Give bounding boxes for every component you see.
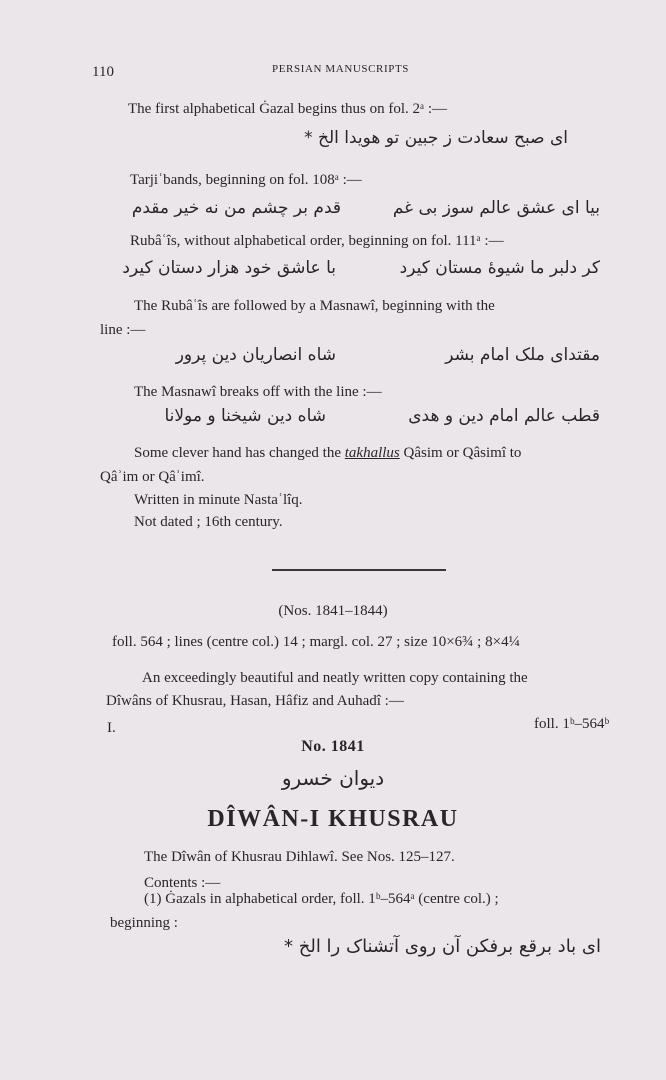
rubai-persian-first: کر دلبر ما شیوهٔ مستان کیرد [399, 258, 600, 278]
masnawi-persian-second: شاه انصاریان دین پرور [175, 345, 336, 365]
description-line-1: An exceedingly beautiful and neatly written copy containing the [142, 670, 528, 686]
tarjiband-persian-first: بیا ای عشق عالم سوز بی غم [392, 198, 600, 218]
masnawi-intro-line-2: line :— [100, 322, 146, 338]
takhallus-term: takhallus [344, 445, 400, 461]
diwan-description: The Dîwân of Khusrau Dihlawî. See Nos. 125–127. [144, 849, 455, 865]
masnawi-intro-line-1: The Rubâʿîs are followed by a Masnawî, beginning with the [134, 298, 495, 314]
contents-label: Contents :— [144, 875, 221, 891]
masnawi-persian-first: مقتدای ملک امام بشر [445, 345, 600, 365]
gazal-persian: ای صبح سعادت ز جبین تو هویدا الخ * [304, 128, 568, 148]
clever-hand-text-b: Qâsim or Qâsimî to [399, 445, 522, 461]
breaks-persian-second: شاه دین شیخنا و مولانا [164, 406, 326, 426]
folio-details: foll. 564 ; lines (centre col.) 14 ; margl. col. 27 ; size 10×6¾ ; 8×4¼ [112, 634, 520, 650]
clever-hand-line-1 [134, 445, 521, 462]
nos-range: (Nos. 1841–1844) [278, 603, 388, 619]
gazals-line-2: beginning : [110, 915, 178, 931]
date-note: Not dated ; 16th century. [134, 514, 283, 530]
rubai-persian-second: با عاشق خود هزار دستان کیرد [122, 258, 336, 278]
description-line-2: Dîwâns of Khusrau, Hasan, Hâfiz and Auhadî :— [106, 693, 404, 709]
tarjiband-intro: Tarjiʿbands, beginning on fol. 108ᵃ :— [130, 172, 362, 188]
title-main: DÎWÂN-I KHUSRAU [207, 806, 459, 832]
gazals-line-1: (1) Ġazals in alphabetical order, foll. 1ᵇ–564ᵃ (centre col.) ; [144, 891, 499, 907]
gazal-intro: The first alphabetical Ġazal begins thus on fol. 2ᵃ :— [128, 101, 448, 117]
clever-hand-line-2: Qâʾim or Qâʾimî. [100, 469, 205, 485]
tarjiband-persian-second: قدم بر چشم من نه خیر مقدم [131, 198, 341, 218]
rubai-intro: Rubâʿîs, without alphabetical order, beginning on fol. 111ᵃ :— [130, 233, 504, 249]
breaks-persian-first: قطب عالم امام دین و هدی [408, 406, 600, 426]
title-persian: دیوان خسرو [281, 766, 385, 790]
script-note: Written in minute Nastaʿlîq. [134, 492, 303, 508]
running-head: PERSIAN MANUSCRIPTS [272, 63, 410, 75]
folio-range: foll. 1ᵇ–564ᵇ [534, 716, 610, 732]
manuscript-number: No. 1841 [301, 738, 365, 755]
final-persian: ای باد برقع برفکن آن روی آتشناک را الخ * [284, 936, 601, 957]
breaks-intro: The Masnawî breaks off with the line :— [134, 384, 382, 400]
clever-hand-text-a: Some clever hand has changed the [134, 445, 345, 461]
page-number: 110 [92, 64, 114, 80]
part-number: I. [107, 720, 116, 736]
section-divider [272, 569, 446, 571]
